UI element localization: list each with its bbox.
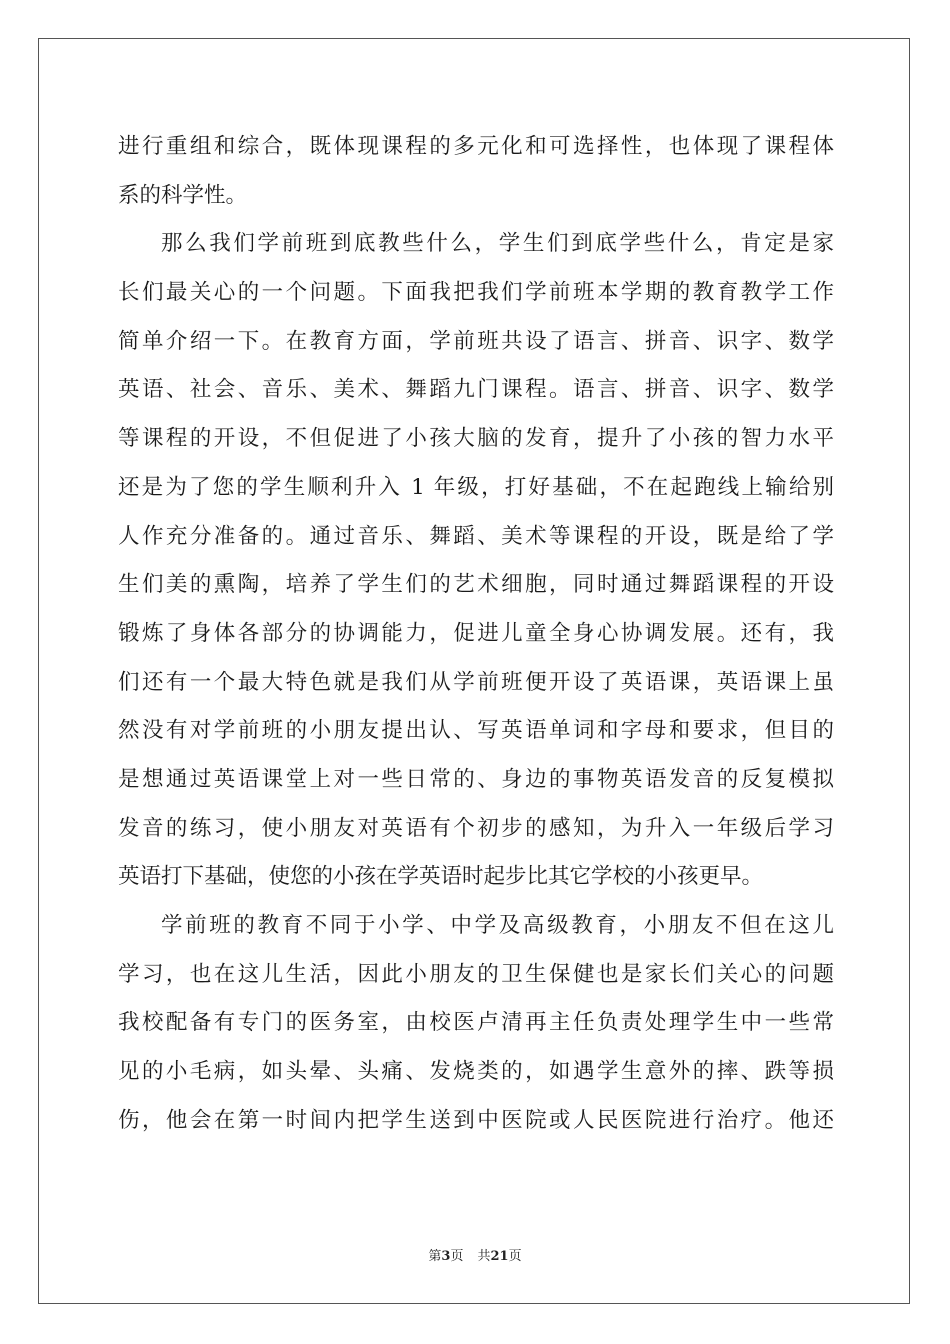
text-line: 是想通过英语课堂上对一些日常的、身边的事物英语发音的反复模拟	[118, 766, 834, 792]
text-line: 们还有一个最大特色就是我们从学前班便开设了英语课，英语课上虽	[118, 669, 834, 695]
page-suffix: 页	[450, 1249, 464, 1264]
text-line: 进行重组和综合，既体现课程的多元化和可选择性，也体现了课程体	[118, 134, 834, 159]
text-line: 人作充分准备的。通过音乐、舞蹈、美术等课程的开设，既是给了学	[118, 523, 834, 549]
text-line: 我校配备有专门的医务室，由校医卢清再主任负责处理学生中一些常	[118, 1010, 834, 1036]
text-line: 长们最关心的一个问题。下面我把我们学前班本学期的教育教学工作	[118, 280, 834, 306]
text-line: 等课程的开设，不但促进了小孩大脑的发育，提升了小孩的智力水平	[118, 426, 834, 452]
text-line: 伤，他会在第一时间内把学生送到中医院或人民医院进行治疗。他还	[118, 1107, 834, 1133]
text-line: 简单介绍一下。在教育方面，学前班共设了语言、拼音、识字、数学	[118, 328, 834, 354]
page-prefix: 第	[428, 1249, 442, 1264]
paragraph	[118, 902, 834, 1145]
text-line: 英语打下基础，使您的小孩在学英语时起步比其它学校的小孩更早。	[118, 864, 764, 890]
text-line: 生们美的熏陶，培养了学生们的艺术细胞，同时通过舞蹈课程的开设	[118, 572, 834, 598]
text-line: 学习，也在这儿生活，因此小朋友的卫生保健也是家长们关心的问题	[118, 961, 834, 987]
total-pages: 21	[490, 1249, 509, 1264]
text-line: 英语、社会、音乐、美术、舞蹈九门课程。语言、拼音、识字、数学	[118, 377, 834, 403]
text-line: 系的科学性。	[118, 182, 248, 208]
total-suffix: 页	[508, 1249, 522, 1264]
document-body	[118, 123, 834, 1145]
text-line: 见的小毛病，如头晕、头痛、发烧类的，如遇学生意外的摔、跌等损	[118, 1059, 834, 1085]
page-footer	[0, 1245, 950, 1264]
text-line: 那么我们学前班到底教些什么，学生们到底学些什么，肯定是家	[161, 231, 834, 257]
text-line: 然没有对学前班的小朋友提出认、写英语单词和字母和要求，但目的	[118, 718, 834, 744]
text-line: 还是为了您的学生顺利升入 1 年级，打好基础，不在起跑线上输给别	[118, 474, 834, 500]
total-prefix: 共	[477, 1249, 491, 1264]
page-number: 3	[441, 1249, 451, 1264]
text-line: 学前班的教育不同于小学、中学及高级教育，小朋友不但在这儿	[161, 913, 834, 938]
text-line: 锻炼了身体各部分的协调能力，促进儿童全身心协调发展。还有，我	[118, 620, 834, 646]
paragraph	[118, 220, 834, 902]
text-line: 发音的练习，使小朋友对英语有个初步的感知，为升入一年级后学习	[118, 815, 834, 841]
paragraph	[118, 123, 834, 220]
